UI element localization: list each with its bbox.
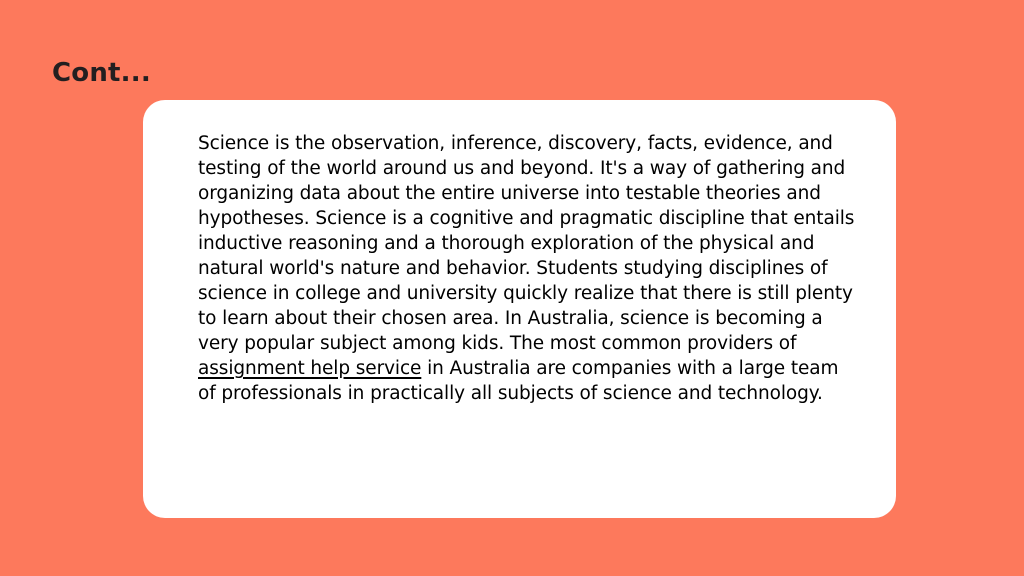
paragraph-text-before-link: Science is the observation, inference, discovery, facts, evidence, and testing of the world around us and beyond. It's a way of gathering and organizing data about the entire universe into testable theories and hypotheses. Science is a cognitive and pragmatic discipline that entails inductive reasoning and a thorough exploration of the physical and natural world's nature and behavior. Students studying disciplines of science in college and university quickly realize that there is still plenty to learn about their chosen area. In Australia, science is becoming a very popular subject among kids. The most common providers of [198,133,855,354]
slide-title: Cont... [52,58,151,88]
body-paragraph [198,131,858,406]
paragraph-text-after-link: in Australia are companies with a large team of professionals in practically all subjects of science and technology. [198,358,839,404]
assignment-help-service-link[interactable]: assignment help service [198,358,422,379]
content-card [143,100,896,518]
